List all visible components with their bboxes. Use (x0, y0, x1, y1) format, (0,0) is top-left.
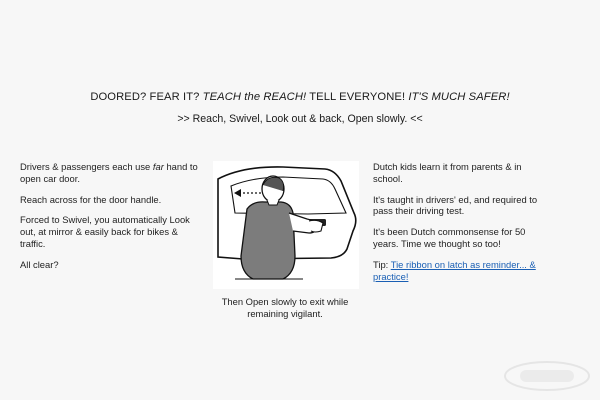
tip-label: Tip: (373, 258, 391, 270)
tip-link[interactable]: Tie ribbon on latch as reminder... & practice! (373, 258, 536, 282)
illustration-panel (213, 161, 359, 289)
right-paragraph-commonsense: It's been Dutch commonsense for 50 years. Time we thought so too! (373, 226, 526, 249)
left-paragraph-reach: Reach across for the door handle. (20, 193, 162, 205)
right-paragraph-drivers-ed: It's taught in drivers' ed, and required to pass their driving test. (373, 193, 538, 217)
left-paragraph-swivel: Forced to Swivel, you automatically Look out, at mirror & easily back for bikes & traffic. (20, 214, 190, 249)
left-column (20, 161, 200, 280)
headline (0, 91, 600, 103)
left-p1-text: Drivers & passengers each use (20, 161, 153, 172)
left-p1-text-end: hand to open car door. (20, 161, 198, 184)
right-paragraph-tip (373, 259, 553, 283)
watermark-logo-icon (502, 358, 592, 394)
steps-line: >> Reach, Swivel, Look out & back, Open slowly. << (177, 113, 423, 125)
left-paragraph-far-hand (20, 161, 200, 185)
right-paragraph-dutch-kids: Dutch kids learn it from parents & in school. (373, 161, 522, 184)
headline-part-3: TELL EVERYONE! (306, 91, 409, 103)
left-paragraph-all-clear: All clear? (20, 258, 59, 270)
right-column (373, 161, 553, 291)
driver-reaching-door-icon (213, 161, 359, 289)
headline-part-1: DOORED? FEAR IT? (90, 91, 203, 103)
illustration-caption: Then Open slowly to exit while remaining vigilant. (221, 296, 349, 319)
headline-much-safer: IT'S MUCH SAFER! (408, 91, 510, 103)
far-emphasis: far (152, 161, 164, 172)
headline-teach-the-reach: TEACH the REACH! (202, 91, 307, 103)
